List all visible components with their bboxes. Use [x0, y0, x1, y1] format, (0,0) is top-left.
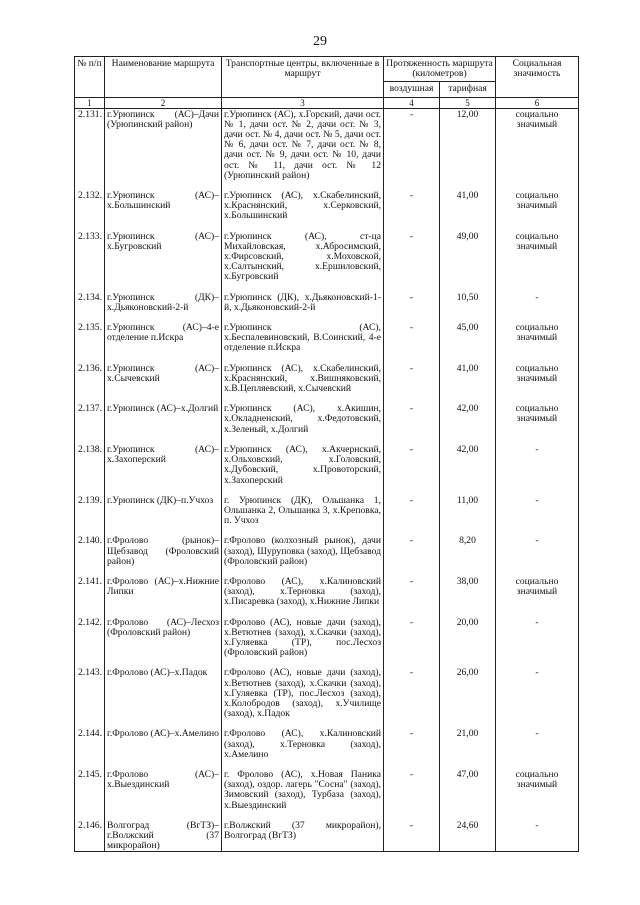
spacer-cell: [222, 567, 384, 576]
spacer-cell: [496, 658, 579, 667]
spacer-cell: [496, 567, 579, 576]
spacer-cell: [440, 567, 496, 576]
spacer-cell: [75, 567, 105, 576]
spacer-cell: [75, 658, 105, 667]
length-tariff: 24,60: [440, 820, 496, 852]
social-significance: -: [496, 728, 579, 760]
spacer-cell: [384, 394, 440, 403]
route-name: г.Урюпинск (АС)–х.Захоперский: [105, 444, 222, 486]
spacer-cell: [75, 313, 105, 322]
col-number: 3: [222, 97, 384, 108]
table-row: [75, 403, 579, 435]
spacer-cell: [496, 181, 579, 190]
spacer-cell: [75, 222, 105, 231]
length-air: -: [384, 322, 440, 354]
spacer-cell: [496, 222, 579, 231]
spacer-cell: [222, 486, 384, 495]
col-number: 6: [496, 97, 579, 108]
spacer-cell: [75, 354, 105, 363]
length-air: -: [384, 231, 440, 283]
route-number: 2.146.: [75, 820, 105, 852]
route-name: г.Фролово (АС)–х.Падок: [105, 667, 222, 719]
spacer-cell: [105, 526, 222, 535]
spacer-cell: [75, 486, 105, 495]
spacer-cell: [105, 658, 222, 667]
route-number: 2.132.: [75, 190, 105, 222]
header-social: Социальная значимость: [496, 57, 579, 98]
spacer-cell: [496, 313, 579, 322]
social-significance: -: [496, 667, 579, 719]
spacer-cell: [75, 526, 105, 535]
spacer-cell: [75, 811, 105, 820]
spacer-cell: [440, 283, 496, 292]
length-air: -: [384, 190, 440, 222]
spacer-cell: [105, 567, 222, 576]
length-tariff: 11,00: [440, 495, 496, 527]
spacer-cell: [75, 760, 105, 769]
length-tariff: 45,00: [440, 322, 496, 354]
spacer-cell: [440, 435, 496, 444]
spacer-cell: [222, 526, 384, 535]
spacer-cell: [440, 719, 496, 728]
length-air: -: [384, 617, 440, 659]
route-centers: г.Урюпинск (АС), х.Скабелинский, х.Краснянский, х.Вишняковский, х.В.Цепляевский, х.Сычевский: [222, 363, 384, 395]
row-spacer: [75, 608, 579, 617]
spacer-cell: [496, 719, 579, 728]
length-tariff: 26,00: [440, 667, 496, 719]
spacer-cell: [384, 181, 440, 190]
routes-table: [74, 56, 579, 852]
header-tariff: тарифная: [440, 82, 496, 97]
route-number: 2.138.: [75, 444, 105, 486]
table-row: [75, 190, 579, 222]
length-tariff: 12,00: [440, 108, 496, 181]
route-name: Волгоград (ВгТЗ)–г.Волжский (37 микрорайон): [105, 820, 222, 852]
length-tariff: 42,00: [440, 444, 496, 486]
social-significance: -: [496, 292, 579, 313]
route-name: г.Урюпинск (ДК)–п.Учхоз: [105, 495, 222, 527]
spacer-cell: [75, 181, 105, 190]
route-centers: г.Урюпинск (АС), х.Акишин, х.Окладненский, х.Федотовский, х.Зеленый, х.Долгий: [222, 403, 384, 435]
spacer-cell: [384, 719, 440, 728]
spacer-cell: [384, 567, 440, 576]
table-row: [75, 363, 579, 395]
table-row: [75, 231, 579, 283]
length-air: -: [384, 667, 440, 719]
route-centers: г.Фролово (колхозный рынок), дачи (заход), Шуруповка (заход), Щебзавод (Фроловский район): [222, 535, 384, 567]
row-spacer: [75, 435, 579, 444]
spacer-cell: [384, 760, 440, 769]
spacer-cell: [105, 181, 222, 190]
spacer-cell: [105, 811, 222, 820]
spacer-cell: [440, 181, 496, 190]
spacer-cell: [496, 811, 579, 820]
social-significance: социально значимый: [496, 231, 579, 283]
col-number: 4: [384, 97, 440, 108]
spacer-cell: [105, 608, 222, 617]
route-number: 2.140.: [75, 535, 105, 567]
table-row: [75, 495, 579, 527]
row-spacer: [75, 760, 579, 769]
table-row: [75, 820, 579, 852]
route-number: 2.134.: [75, 292, 105, 313]
spacer-cell: [440, 313, 496, 322]
row-spacer: [75, 222, 579, 231]
spacer-cell: [105, 486, 222, 495]
header-num: № п/п: [75, 57, 105, 98]
spacer-cell: [222, 658, 384, 667]
route-name: г.Фролово (рынок)–Щебзавод (Фроловский район): [105, 535, 222, 567]
social-significance: социально значимый: [496, 108, 579, 181]
col-number: 1: [75, 97, 105, 108]
length-tariff: 38,00: [440, 576, 496, 608]
spacer-cell: [496, 435, 579, 444]
row-spacer: [75, 181, 579, 190]
spacer-cell: [105, 222, 222, 231]
length-air: -: [384, 576, 440, 608]
length-tariff: 20,00: [440, 617, 496, 659]
social-significance: социально значимый: [496, 322, 579, 354]
spacer-cell: [496, 760, 579, 769]
route-number: 2.141.: [75, 576, 105, 608]
spacer-cell: [440, 811, 496, 820]
spacer-cell: [496, 608, 579, 617]
length-tariff: 8,20: [440, 535, 496, 567]
route-name: г.Урюпинск (АС)–х.Бугровский: [105, 231, 222, 283]
spacer-cell: [75, 394, 105, 403]
length-air: -: [384, 292, 440, 313]
header-air: воздушная: [384, 82, 440, 97]
length-air: -: [384, 728, 440, 760]
length-air: -: [384, 769, 440, 811]
spacer-cell: [222, 181, 384, 190]
spacer-cell: [105, 435, 222, 444]
header-length: Протяженность маршрута (километров): [384, 57, 496, 82]
route-centers: г.Урюпинск (АС), х.Скабелинский, х.Краснянский, х.Серковский, х.Большинский: [222, 190, 384, 222]
spacer-cell: [440, 760, 496, 769]
spacer-cell: [105, 313, 222, 322]
route-number: 2.135.: [75, 322, 105, 354]
route-number: 2.144.: [75, 728, 105, 760]
social-significance: -: [496, 495, 579, 527]
spacer-cell: [440, 394, 496, 403]
spacer-cell: [440, 354, 496, 363]
spacer-cell: [222, 435, 384, 444]
route-centers: г.Урюпинск (ДК), х.Дьяконовский-1-й, х.Дьяконовский-2-й: [222, 292, 384, 313]
spacer-cell: [75, 435, 105, 444]
social-significance: -: [496, 444, 579, 486]
length-air: -: [384, 820, 440, 852]
spacer-cell: [384, 486, 440, 495]
route-centers: г.Урюпинск (АС), ст-ца Михайловская, х.Абросимский, х.Фирсовский, х.Моховской, х.Салтынский, х.Ершиловский, х.Бугровский: [222, 231, 384, 283]
spacer-cell: [496, 526, 579, 535]
route-number: 2.142.: [75, 617, 105, 659]
spacer-cell: [384, 222, 440, 231]
length-tariff: 21,00: [440, 728, 496, 760]
spacer-cell: [384, 658, 440, 667]
length-tariff: 47,00: [440, 769, 496, 811]
spacer-cell: [384, 811, 440, 820]
row-spacer: [75, 567, 579, 576]
route-name: г.Урюпинск (ДК)–х.Дьяконовский-2-й: [105, 292, 222, 313]
route-name: г.Урюпинск (АС)–х.Большинский: [105, 190, 222, 222]
spacer-cell: [384, 283, 440, 292]
length-air: -: [384, 495, 440, 527]
length-tariff: 42,00: [440, 403, 496, 435]
row-spacer: [75, 283, 579, 292]
table-row: [75, 322, 579, 354]
route-number: 2.133.: [75, 231, 105, 283]
spacer-cell: [440, 658, 496, 667]
spacer-cell: [222, 760, 384, 769]
route-number: 2.137.: [75, 403, 105, 435]
length-air: -: [384, 108, 440, 181]
spacer-cell: [440, 486, 496, 495]
spacer-cell: [440, 526, 496, 535]
spacer-cell: [384, 435, 440, 444]
social-significance: социально значимый: [496, 363, 579, 395]
spacer-cell: [496, 354, 579, 363]
spacer-cell: [105, 283, 222, 292]
row-spacer: [75, 719, 579, 728]
length-tariff: 10,50: [440, 292, 496, 313]
spacer-cell: [222, 313, 384, 322]
social-significance: социально значимый: [496, 769, 579, 811]
spacer-cell: [222, 811, 384, 820]
spacer-cell: [105, 760, 222, 769]
route-centers: г. Урюпинск (ДК), Ольшанка 1, Ольшанка 2, Ольшанка 3, х.Креповка, п. Учхоз: [222, 495, 384, 527]
spacer-cell: [384, 608, 440, 617]
table-row: [75, 617, 579, 659]
spacer-cell: [222, 283, 384, 292]
spacer-cell: [75, 283, 105, 292]
route-centers: г.Урюпинск (АС), х.Акчернский, х.Ольховский, х.Головский, х.Дубовский, х.Провоторский, х.Захоперский: [222, 444, 384, 486]
table-row: [75, 728, 579, 760]
table-row: [75, 108, 579, 181]
route-name: г.Фролово (АС)–Лесхоз (Фроловский район): [105, 617, 222, 659]
length-tariff: 41,00: [440, 363, 496, 395]
route-name: г.Урюпинск (АС)–4-е отделение п.Искра: [105, 322, 222, 354]
row-spacer: [75, 394, 579, 403]
spacer-cell: [496, 283, 579, 292]
social-significance: социально значимый: [496, 190, 579, 222]
route-centers: г.Фролово (АС), новые дачи (заход), х.Ветютнев (заход), х.Скачки (заход), х.Гуляевка (ТР), пос.Лесхоз (Фроловский район): [222, 617, 384, 659]
row-spacer: [75, 811, 579, 820]
route-name: г.Урюпинск (АС)–х.Сычевский: [105, 363, 222, 395]
spacer-cell: [222, 608, 384, 617]
row-spacer: [75, 486, 579, 495]
social-significance: социально значимый: [496, 403, 579, 435]
route-centers: г.Фролово (АС), новые дачи (заход), х.Ветютнев (заход), х.Скачки (заход), х.Гуляевка (ТР), пос.Лесхоз (заход), х.Колобродов (заход), х.Училище (заход), х.Падок: [222, 667, 384, 719]
length-air: -: [384, 363, 440, 395]
col-number: 2: [105, 97, 222, 108]
table-row: [75, 535, 579, 567]
route-name: г.Фролово (АС)–х.Амелино: [105, 728, 222, 760]
length-tariff: 41,00: [440, 190, 496, 222]
spacer-cell: [440, 222, 496, 231]
spacer-cell: [222, 719, 384, 728]
spacer-cell: [75, 608, 105, 617]
row-spacer: [75, 313, 579, 322]
spacer-cell: [75, 719, 105, 728]
route-number: 2.139.: [75, 495, 105, 527]
length-tariff: 49,00: [440, 231, 496, 283]
spacer-cell: [222, 222, 384, 231]
route-name: г.Фролово (АС)–х.Выездинский: [105, 769, 222, 811]
route-name: г.Фролово (АС)–х.Нижние Липки: [105, 576, 222, 608]
route-centers: г.Урюпинск (АС), х.Горский, дачи ост. № 1, дачи ост. № 2, дачи ост. № 3, дачи ост. № 4, дачи ост. № 5, дачи ост. № 6, дачи ост. № 7, дачи ост. № 8, дачи ост. № 9, дачи ост. № 10, дачи ост. № 11, дачи ост. № 12 (Урюпинский район): [222, 108, 384, 181]
row-spacer: [75, 354, 579, 363]
route-number: 2.143.: [75, 667, 105, 719]
table-row: [75, 576, 579, 608]
route-number: 2.145.: [75, 769, 105, 811]
table-row: [75, 444, 579, 486]
length-air: -: [384, 535, 440, 567]
route-centers: г.Фролово (АС), х.Калиновский (заход), х.Терновка (заход), х.Писаревка (заход), х.Нижние Липки: [222, 576, 384, 608]
route-centers: г.Урюпинск (АС), х.Беспалевиновский, В.Соинский, 4-е отделение п.Искра: [222, 322, 384, 354]
spacer-cell: [105, 354, 222, 363]
col-number: 5: [440, 97, 496, 108]
spacer-cell: [496, 486, 579, 495]
spacer-cell: [222, 354, 384, 363]
spacer-cell: [222, 394, 384, 403]
route-name: г.Урюпинск (АС)–х.Долгий: [105, 403, 222, 435]
spacer-cell: [105, 719, 222, 728]
header-centers: Транспортные центры, включенные в маршрут: [222, 57, 384, 98]
spacer-cell: [440, 608, 496, 617]
length-air: -: [384, 403, 440, 435]
spacer-cell: [496, 394, 579, 403]
spacer-cell: [105, 394, 222, 403]
length-air: -: [384, 444, 440, 486]
route-number: 2.131.: [75, 108, 105, 181]
row-spacer: [75, 526, 579, 535]
spacer-cell: [384, 526, 440, 535]
table-row: [75, 667, 579, 719]
table-row: [75, 769, 579, 811]
routes-table-body: [75, 108, 579, 852]
route-centers: г.Фролово (АС), х.Калиновский (заход), х.Терновка (заход), х.Амелино: [222, 728, 384, 760]
social-significance: -: [496, 820, 579, 852]
page-number: 29: [313, 34, 327, 49]
route-centers: г.Волжский (37 микрорайон), Волгоград (ВгТЗ): [222, 820, 384, 852]
row-spacer: [75, 658, 579, 667]
spacer-cell: [384, 354, 440, 363]
route-centers: г. Фролово (АС), х.Новая Паника (заход), оздор. лагерь "Сосна" (заход), Зимовский (заход), Турбаза (заход), х.Выездинский: [222, 769, 384, 811]
social-significance: -: [496, 535, 579, 567]
route-name: г.Урюпинск (АС)–Дачи (Урюпинский район): [105, 108, 222, 181]
spacer-cell: [384, 313, 440, 322]
table-row: [75, 292, 579, 313]
social-significance: социально значимый: [496, 576, 579, 608]
social-significance: -: [496, 617, 579, 659]
route-number: 2.136.: [75, 363, 105, 395]
header-name: Наименование маршрута: [105, 57, 222, 98]
